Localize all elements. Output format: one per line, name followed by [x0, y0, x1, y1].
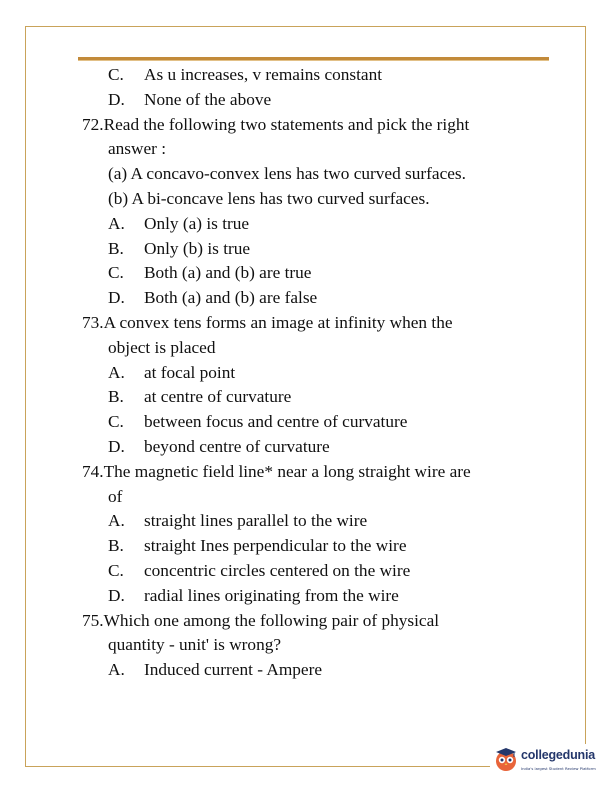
- option-letter: D.: [108, 89, 125, 109]
- option-text: Only (b) is true: [144, 238, 251, 258]
- option: [82, 435, 552, 460]
- question-text-line: quantity - unit' is wrong?: [108, 635, 282, 655]
- option-letter: B.: [108, 536, 124, 556]
- option: [82, 88, 552, 113]
- question-stem: [82, 609, 552, 659]
- question-number: 74.: [82, 461, 104, 481]
- question-statement: (b) A bi-concave lens has two curved surfaces.: [108, 188, 430, 208]
- option-letter: D.: [108, 585, 125, 605]
- option-text: concentric circles centered on the wire: [144, 560, 411, 580]
- option: [82, 212, 552, 237]
- logo-tagline: India's largest Student Review Platform: [521, 766, 596, 771]
- header-rule: [78, 57, 549, 61]
- option-text: Both (a) and (b) are false: [144, 288, 318, 308]
- question-block: [82, 113, 552, 311]
- question-text-line: A convex tens forms an image at infinity when the: [103, 312, 453, 332]
- question-content: [82, 63, 552, 683]
- option: [82, 658, 552, 683]
- question-number: 73.: [82, 312, 104, 332]
- continuation-options: [82, 63, 552, 113]
- question-block: [82, 460, 552, 609]
- graduate-owl-icon: [493, 746, 519, 772]
- question-text-line: The magnetic field line* near a long straight wire are: [103, 461, 471, 481]
- logo-name: collegedunia: [521, 748, 596, 762]
- footer-rule: [26, 766, 504, 767]
- option-text: radial lines originating from the wire: [144, 585, 399, 605]
- question-text-line: Read the following two statements and pick the right: [103, 114, 470, 134]
- option: [82, 509, 552, 534]
- option-text: at centre of curvature: [144, 387, 292, 407]
- option-letter: C.: [108, 560, 124, 580]
- option-letter: D.: [108, 436, 125, 456]
- option: [82, 261, 552, 286]
- option-text: at focal point: [144, 362, 236, 382]
- question-stem: [82, 460, 552, 510]
- option: [82, 534, 552, 559]
- option-text: between focus and centre of curvature: [144, 412, 408, 432]
- option-text: None of the above: [144, 89, 272, 109]
- option: [82, 286, 552, 311]
- question-stem: [82, 113, 552, 163]
- option-letter: A.: [108, 511, 125, 531]
- question-block: [82, 609, 552, 683]
- question-block: [82, 311, 552, 460]
- collegedunia-logo: [490, 744, 606, 784]
- option: [82, 361, 552, 386]
- option-letter: A.: [108, 213, 125, 233]
- option-text: Induced current - Ampere: [144, 660, 323, 680]
- question-number: 72.: [82, 114, 104, 134]
- option: [82, 385, 552, 410]
- question-text-line: of: [108, 486, 123, 506]
- option-letter: B.: [108, 387, 124, 407]
- option-text: As u increases, v remains constant: [144, 65, 383, 84]
- option: [82, 237, 552, 262]
- option-text: beyond centre of curvature: [144, 436, 330, 456]
- option-text: straight lines parallel to the wire: [144, 511, 368, 531]
- question-number: 75.: [82, 610, 104, 630]
- option-text: Both (a) and (b) are true: [144, 263, 312, 283]
- option-letter: A.: [108, 660, 125, 680]
- question-stem: [82, 311, 552, 361]
- option: [82, 410, 552, 435]
- option: [82, 63, 552, 88]
- question-text-line: object is placed: [108, 337, 216, 357]
- option: [82, 559, 552, 584]
- option: [82, 584, 552, 609]
- option-text: straight Ines perpendicular to the wire: [144, 536, 407, 556]
- option-letter: C.: [108, 412, 124, 432]
- option-text: Only (a) is true: [144, 213, 250, 233]
- question-text-line: answer :: [108, 139, 167, 159]
- option-letter: A.: [108, 362, 125, 382]
- option-letter: B.: [108, 238, 124, 258]
- option-letter: C.: [108, 65, 124, 84]
- question-text-line: Which one among the following pair of physical: [103, 610, 440, 630]
- question-statement: (a) A concavo-convex lens has two curved surfaces.: [108, 164, 466, 184]
- option-letter: C.: [108, 263, 124, 283]
- option-letter: D.: [108, 288, 125, 308]
- question-list: [82, 113, 552, 683]
